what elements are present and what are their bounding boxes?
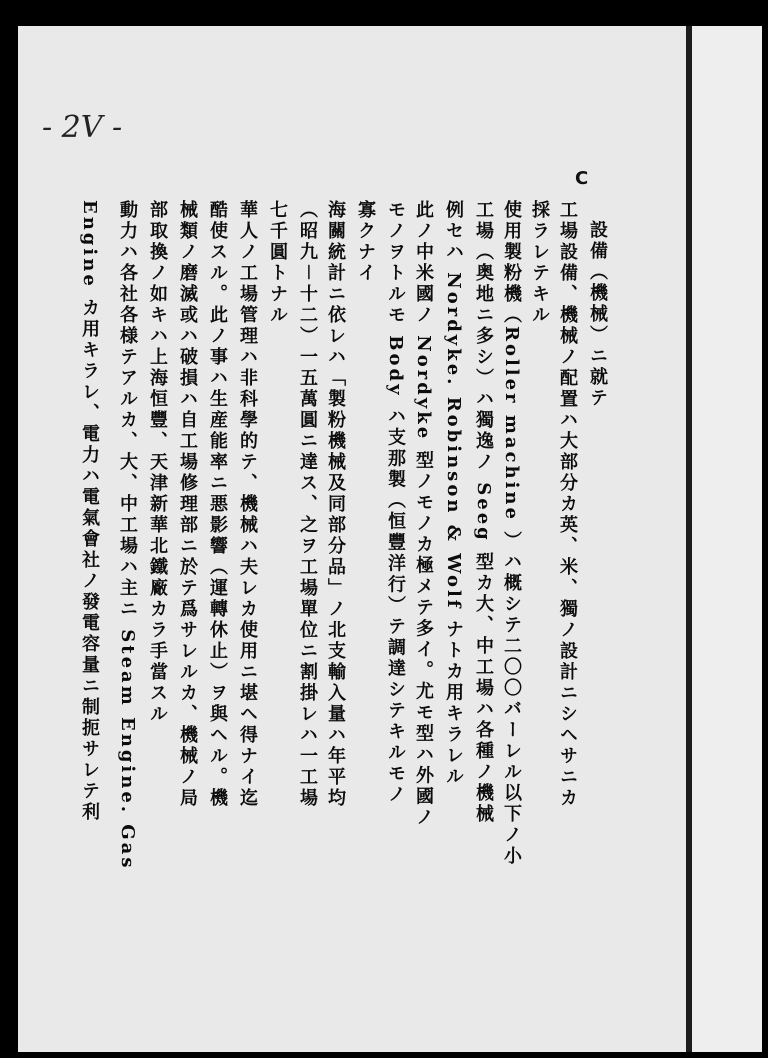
text-column: 部取換ノ如キハ上海恒豐、天津新華北鐵廠カラ手當スル — [147, 200, 168, 725]
text-column: 酷使スル。此ノ事ハ生産能率ニ悪影響（運轉休止）ヲ與ヘル。機 — [207, 200, 228, 809]
text-column: 此ノ中米國ノ Nordyke 型ノモノカ極メテ多イ。尤モ型ハ外國ノ — [413, 200, 434, 829]
text-column: Engine カ用キラレ、電力ハ電氣會社ノ發電容量ニ制扼サレテ利 — [79, 200, 100, 824]
section-marker: C — [575, 168, 589, 189]
text-column: 械類ノ磨滅或ハ破損ハ自工場修理部ニ於テ爲サレルカ、機械ノ局 — [177, 200, 198, 809]
text-column: 設備（機械）ニ就テ — [587, 220, 608, 409]
right-margin-strip — [692, 26, 762, 1052]
text-column: 例セハ Nordyke. Robinson & Wolf ナトカ用キラレル — [443, 200, 464, 788]
text-column: 動力ハ各社各様テアルカ、大、中工場ハ主ニ Steam Engine. Gas — [117, 200, 138, 871]
text-column: モノヲトルモ Body ハ支那製（恒豐洋行）テ調達シテキルモノ — [385, 200, 406, 806]
text-column: 工場（奥地ニ多シ）ハ獨逸ノ Seeg 型カ大、中工場ハ各種ノ機械 — [473, 200, 494, 826]
text-column: 工場設備、機械ノ配置ハ大部分カ英、米、獨ノ設計ニシヘサニカ — [557, 200, 578, 809]
text-column: 華人ノ工場管理ハ非科學的テ、機械ハ夫レカ使用ニ堪ヘ得ナイ迄 — [237, 200, 258, 809]
page-number: - 2V - — [42, 110, 123, 145]
text-column: 海關統計ニ依レハ「製粉機械及同部分品」ノ北支輸入量ハ年平均 — [325, 200, 346, 809]
text-column: 使用製粉機（Roller machine ）ハ概シテ二〇〇バーレル以下ノ小 — [501, 200, 522, 868]
text-column: （昭九－十二）一五萬圓ニ達ス、之ヲ工場單位ニ割掛レハ一工場 — [297, 200, 318, 809]
text-column: 寡クナイ — [355, 200, 376, 284]
text-column: 採ラレテキル — [529, 200, 550, 326]
text-column: 七千圓トナル — [267, 200, 288, 326]
